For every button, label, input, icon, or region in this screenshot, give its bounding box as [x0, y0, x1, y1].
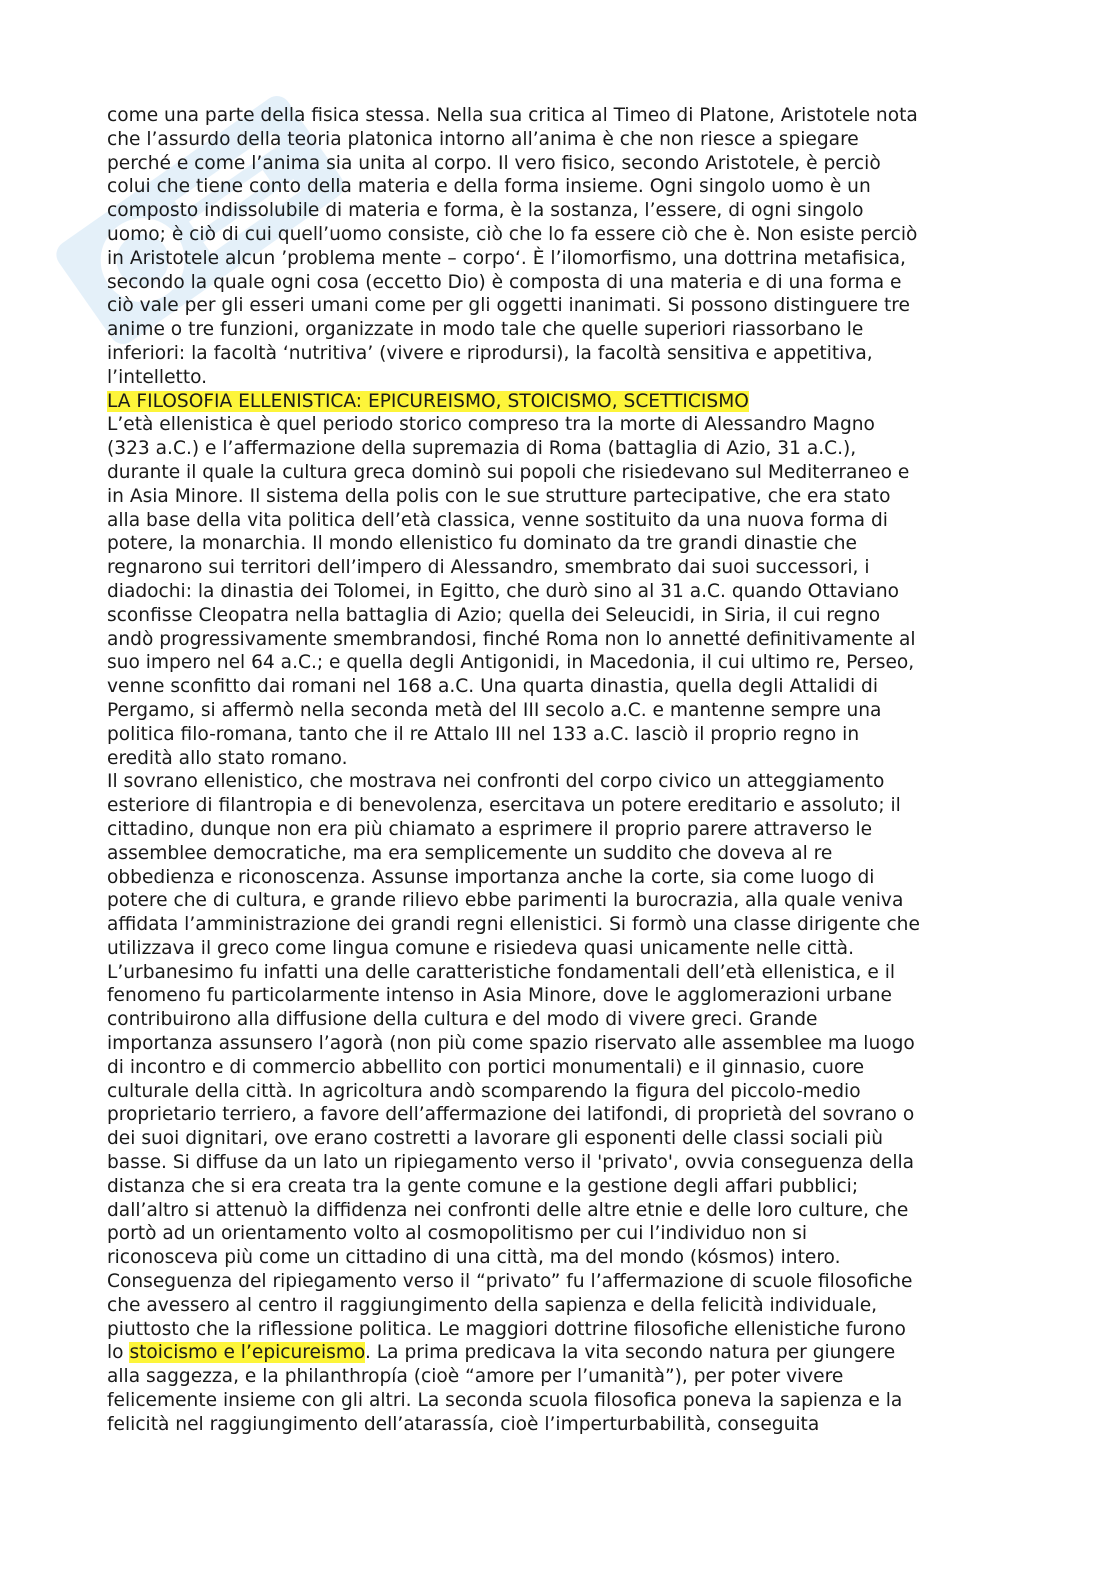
text-line: durante il quale la cultura greca dominò sui popoli che risiedevano sul Mediterraneo e: [107, 461, 910, 483]
text-line: alla base della vita politica dell’età classica, venne sostituito da una nuova forma di: [107, 509, 888, 531]
text-line: che l’assurdo della teoria platonica intorno all’anima è che non riesce a spiegare: [107, 128, 859, 150]
text-line: cittadino, dunque non era più chiamato a esprimere il proprio parere attraverso le: [107, 818, 873, 840]
heading-highlight: LA FILOSOFIA ELLENISTICA: EPICUREISMO, STOICISMO, SCETTICISMO: [107, 390, 749, 412]
text-line: colui che tiene conto della materia e della forma insieme. Ogni singolo uomo è un: [107, 176, 871, 198]
text-line: portò ad un orientamento volto al cosmopolitismo per cui l’individuo non si: [107, 1223, 808, 1245]
text-line: utilizzava il greco come lingua comune e risiedeva quasi unicamente nelle città.: [107, 937, 854, 959]
text-line-highlight: [107, 1341, 1007, 1365]
highlighted-text: stoicismo e l’epicureismo: [129, 1342, 365, 1364]
text-line: alla saggezza, e la philanthropía (cioè “amore per l’umanità”), per poter vivere: [107, 1366, 844, 1388]
text-line: eredità allo stato romano.: [107, 747, 348, 769]
text-line: Pergamo, si affermò nella seconda metà del III secolo a.C. e mantenne sempre una: [107, 699, 882, 721]
text-line: politica filo-romana, tanto che il re Attalo III nel 133 a.C. lasciò il proprio regno in: [107, 723, 860, 745]
text-line: uomo; è ciò di cui quell’uomo consiste, ciò che lo fa essere ciò che è. Non esiste perciò: [107, 223, 918, 245]
text-line: secondo la quale ogni cosa (eccetto Dio) è composta di una materia e di una forma e: [107, 271, 902, 293]
text-line: in Aristotele alcun ’problema mente – corpo‘. È l’ilomorfismo, una dottrina metafisica,: [107, 247, 906, 269]
text-line: inferiori: la facoltà ‘nutritiva’ (vivere e riprodursi), la facoltà sensitiva e appetitiva,: [107, 342, 873, 364]
text-segment: lo: [107, 1342, 130, 1364]
text-line: distanza che si era creata tra la gente comune e la gestione degli affari pubblici;: [107, 1175, 859, 1197]
text-line: felicità nel raggiungimento dell’atarassía, cioè l’imperturbabilità, conseguita: [107, 1413, 820, 1435]
text-line: culturale della città. In agricoltura andò scomparendo la figura del piccolo-medio: [107, 1080, 861, 1102]
text-line: assemblee democratiche, ma era semplicemente un suddito che doveva al re: [107, 842, 833, 864]
text-line: obbedienza e riconoscenza. Assunse importanza anche la corte, sia come luogo di: [107, 866, 875, 888]
text-line: piuttosto che la riflessione politica. Le maggiori dottrine filosofiche ellenistiche furono: [107, 1318, 906, 1340]
text-line: L’età ellenistica è quel periodo storico compreso tra la morte di Alessandro Magno: [107, 414, 875, 436]
text-line: in Asia Minore. Il sistema della polis con le sue strutture partecipative, che era stato: [107, 485, 891, 507]
text-line: suo impero nel 64 a.C.; e quella degli Antigonidi, in Macedonia, il cui ultimo re, Perseo,: [107, 652, 915, 674]
text-line: basse. Si diffuse da un lato un ripiegamento verso il 'privato', ovvia conseguenza della: [107, 1152, 915, 1174]
text-line: potere che di cultura, e grande rilievo ebbe parimenti la burocrazia, alla quale veniva: [107, 890, 904, 912]
text-line: anime o tre funzioni, organizzate in modo tale che quelle superiori riassorbano le: [107, 319, 864, 341]
text-line: che avessero al centro il raggiungimento della sapienza e della felicità individuale,: [107, 1294, 878, 1316]
text-line: (323 a.C.) e l’affermazione della supremazia di Roma (battaglia di Azio, 31 a.C.),: [107, 438, 857, 460]
text-line: regnarono sui territori dell’impero di Alessandro, smembrato dai suoi successori, i: [107, 557, 870, 579]
text-line: di incontro e di commercio abbellito con portici monumentali) e il ginnasio, cuore: [107, 1056, 865, 1078]
text-line: Conseguenza del ripiegamento verso il “privato” fu l’affermazione di scuole filosofiche: [107, 1271, 913, 1293]
section-heading: [107, 390, 1007, 414]
text-line: importanza assunsero l’agorà (non più come spazio riservato alle assemblee ma luogo: [107, 1033, 915, 1055]
text-line: perché e come l’anima sia unita al corpo. Il vero fisico, secondo Aristotele, è perciò: [107, 152, 881, 174]
text-line: affidata l’amministrazione dei grandi regni ellenistici. Si formò una classe dirigente che: [107, 914, 920, 936]
text-segment: . La prima predicava la vita secondo natura per giungere: [364, 1342, 896, 1364]
paragraph-aristotle: [107, 104, 1007, 390]
text-line: come una parte della fisica stessa. Nella sua critica al Timeo di Platone, Aristotele nota: [107, 105, 918, 126]
text-line: composto indissolubile di materia e forma, è la sostanza, l’essere, di ogni singolo: [107, 200, 864, 222]
text-line: Il sovrano ellenistico, che mostrava nei confronti del corpo civico un atteggiamento: [107, 771, 885, 793]
text-line: venne sconfitto dai romani nel 168 a.C. Una quarta dinastia, quella degli Attalidi di: [107, 676, 878, 698]
text-line: L’urbanesimo fu infatti una delle caratteristiche fondamentali dell’età ellenistica, e il: [107, 961, 896, 983]
text-line: diadochi: la dinastia dei Tolomei, in Egitto, che durò sino al 31 a.C. quando Ottaviano: [107, 580, 900, 602]
text-line: ciò vale per gli esseri umani come per gli oggetti inanimati. Si possono distinguere tre: [107, 295, 910, 317]
paragraph-hellenistic-sovereign: [107, 770, 1007, 1341]
document-body: [107, 104, 1007, 1437]
paragraph-hellenistic-age: [107, 413, 1007, 770]
text-line: riconosceva più come un cittadino di una città, ma del mondo (kósmos) intero.: [107, 1247, 841, 1269]
text-line: l’intelletto.: [107, 366, 208, 388]
text-line: sconfisse Cleopatra nella battaglia di Azio; quella dei Seleucidi, in Siria, il cui regno: [107, 604, 881, 626]
text-line: felicemente insieme con gli altri. La seconda scuola filosofica poneva la sapienza e la: [107, 1390, 903, 1412]
text-line: proprietario terriero, a favore dell’affermazione dei latifondi, di proprietà del sovrano o: [107, 1104, 915, 1126]
text-line: esteriore di filantropia e di benevolenza, esercitava un potere ereditario e assoluto; il: [107, 795, 901, 817]
text-line: dall’altro si attenuò la diffidenza nei confronti delle altre etnie e delle loro culture, che: [107, 1199, 909, 1221]
text-line: fenomeno fu particolarmente intenso in Asia Minore, dove le agglomerazioni urbane: [107, 985, 892, 1007]
text-line: andò progressivamente smembrandosi, finché Roma non lo annetté definitivamente al: [107, 628, 916, 650]
paragraph-continuation: [107, 1365, 1007, 1436]
text-line: contribuirono alla diffusione della cultura e del modo di vivere greci. Grande: [107, 1009, 818, 1031]
text-line: potere, la monarchia. Il mondo ellenistico fu dominato da tre grandi dinastie che: [107, 533, 857, 555]
text-line: dei suoi dignitari, ove erano costretti a lavorare gli esponenti delle classi sociali più: [107, 1128, 884, 1150]
